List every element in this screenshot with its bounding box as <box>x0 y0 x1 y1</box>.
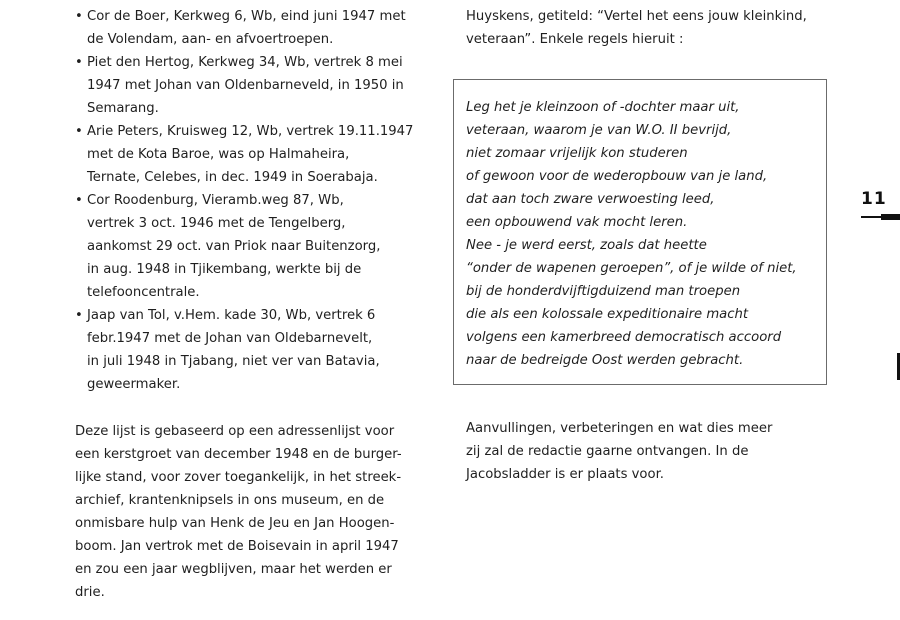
paragraph-line: lijke stand, voor zover toegankelijk, in het streek- <box>75 470 402 485</box>
paragraph-line: onmisbare hulp van Henk de Jeu en Jan Hoogen- <box>75 516 395 531</box>
poem-line: volgens een kamerbreed democratisch accoord <box>466 330 782 345</box>
page-number-rule <box>861 214 900 220</box>
list-item-line: Piet den Hertog, Kerkweg 34, Wb, vertrek 8 mei <box>87 55 403 70</box>
poem-line: “onder de wapenen geroepen”, of je wilde of niet, <box>466 261 797 276</box>
list-item <box>75 51 420 120</box>
list-item-line: vertrek 3 oct. 1946 met de Tengelberg, <box>87 216 346 231</box>
paragraph-line: archief, krantenknipsels in ons museum, en de <box>75 493 385 508</box>
paragraph-line: een kerstgroet van december 1948 en de burger- <box>75 447 402 462</box>
list-item-line: Cor Roodenburg, Vieramb.weg 87, Wb, <box>87 193 344 208</box>
list-item-line: aankomst 29 oct. van Priok naar Buitenzorg, <box>87 239 381 254</box>
poem-line: naar de bedreigde Oost werden gebracht. <box>466 353 744 368</box>
list-item-line: febr.1947 met de Johan van Oldebarnevelt, <box>87 331 373 346</box>
poem-line: een opbouwend vak mocht leren. <box>466 215 688 230</box>
poem-line: niet zomaar vrijelijk kon studeren <box>466 146 688 161</box>
list-item-line: in aug. 1948 in Tjikembang, werkte bij de <box>87 262 362 277</box>
rule-thin-segment <box>861 216 881 218</box>
closing-line: Aanvullingen, verbeteringen en wat dies meer <box>466 421 773 436</box>
poem-quote-box <box>453 79 827 385</box>
poem-line: Nee - je werd eerst, zoals dat heette <box>466 238 707 253</box>
bullet: • <box>75 124 83 139</box>
list-item-line: de Volendam, aan- en afvoertroepen. <box>87 32 334 47</box>
paragraph-line: drie. <box>75 585 105 600</box>
list-item-line: 1947 met Johan van Oldenbarneveld, in 1950 in <box>87 78 404 93</box>
list-item-line: telefooncentrale. <box>87 285 200 300</box>
list-item-line: Arie Peters, Kruisweg 12, Wb, vertrek 19.11.1947 <box>87 124 414 139</box>
closing-line: zij zal de redactie gaarne ontvangen. In de <box>466 444 749 459</box>
source-paragraph <box>75 420 420 604</box>
bullet: • <box>75 9 83 24</box>
list-item-line: geweermaker. <box>87 377 181 392</box>
bullet: • <box>75 193 83 208</box>
right-column-intro <box>466 5 836 51</box>
paragraph-line: Deze lijst is gebaseerd op een adressenlijst voor <box>75 424 395 439</box>
poem-line: Leg het je kleinzoon of -dochter maar uit, <box>466 100 740 115</box>
list-item-line: Cor de Boer, Kerkweg 6, Wb, eind juni 1947 met <box>87 9 406 24</box>
poem-line: veteraan, waarom je van W.O. II bevrijd, <box>466 123 732 138</box>
closing-line: Jacobsladder is er plaats voor. <box>466 467 664 482</box>
left-column <box>75 5 420 604</box>
poem-line: die als een kolossale expeditionaire macht <box>466 307 749 322</box>
list-item-line: met de Kota Baroe, was op Halmaheira, <box>87 147 350 162</box>
closing-paragraph <box>466 417 836 486</box>
intro-line: veteraan”. Enkele regels hieruit : <box>466 32 684 47</box>
paragraph-line: boom. Jan vertrok met de Boisevain in april 1947 <box>75 539 399 554</box>
bullet: • <box>75 308 83 323</box>
list-item-line: in juli 1948 in Tjabang, niet ver van Batavia, <box>87 354 380 369</box>
paragraph-line: en zou een jaar wegblijven, maar het werden er <box>75 562 392 577</box>
poem-line: of gewoon voor de wederopbouw van je land, <box>466 169 768 184</box>
intro-line: Huyskens, getiteld: “Vertel het eens jouw kleinkind, <box>466 9 807 24</box>
list-item <box>75 5 420 51</box>
page-number: 11 <box>861 189 887 209</box>
list-item-line: Semarang. <box>87 101 159 116</box>
list-item-line: Jaap van Tol, v.Hem. kade 30, Wb, vertrek 6 <box>87 308 376 323</box>
list-item <box>75 189 420 304</box>
poem-line: bij de honderdvijftigduizend man troepen <box>466 284 741 299</box>
rule-thick-segment <box>881 214 900 220</box>
list-item-line: Ternate, Celebes, in dec. 1949 in Soerabaja. <box>87 170 378 185</box>
list-item <box>75 304 420 396</box>
poem-line: dat aan toch zware verwoesting leed, <box>466 192 715 207</box>
list-item <box>75 120 420 189</box>
bullet: • <box>75 55 83 70</box>
veterans-list <box>75 5 420 396</box>
